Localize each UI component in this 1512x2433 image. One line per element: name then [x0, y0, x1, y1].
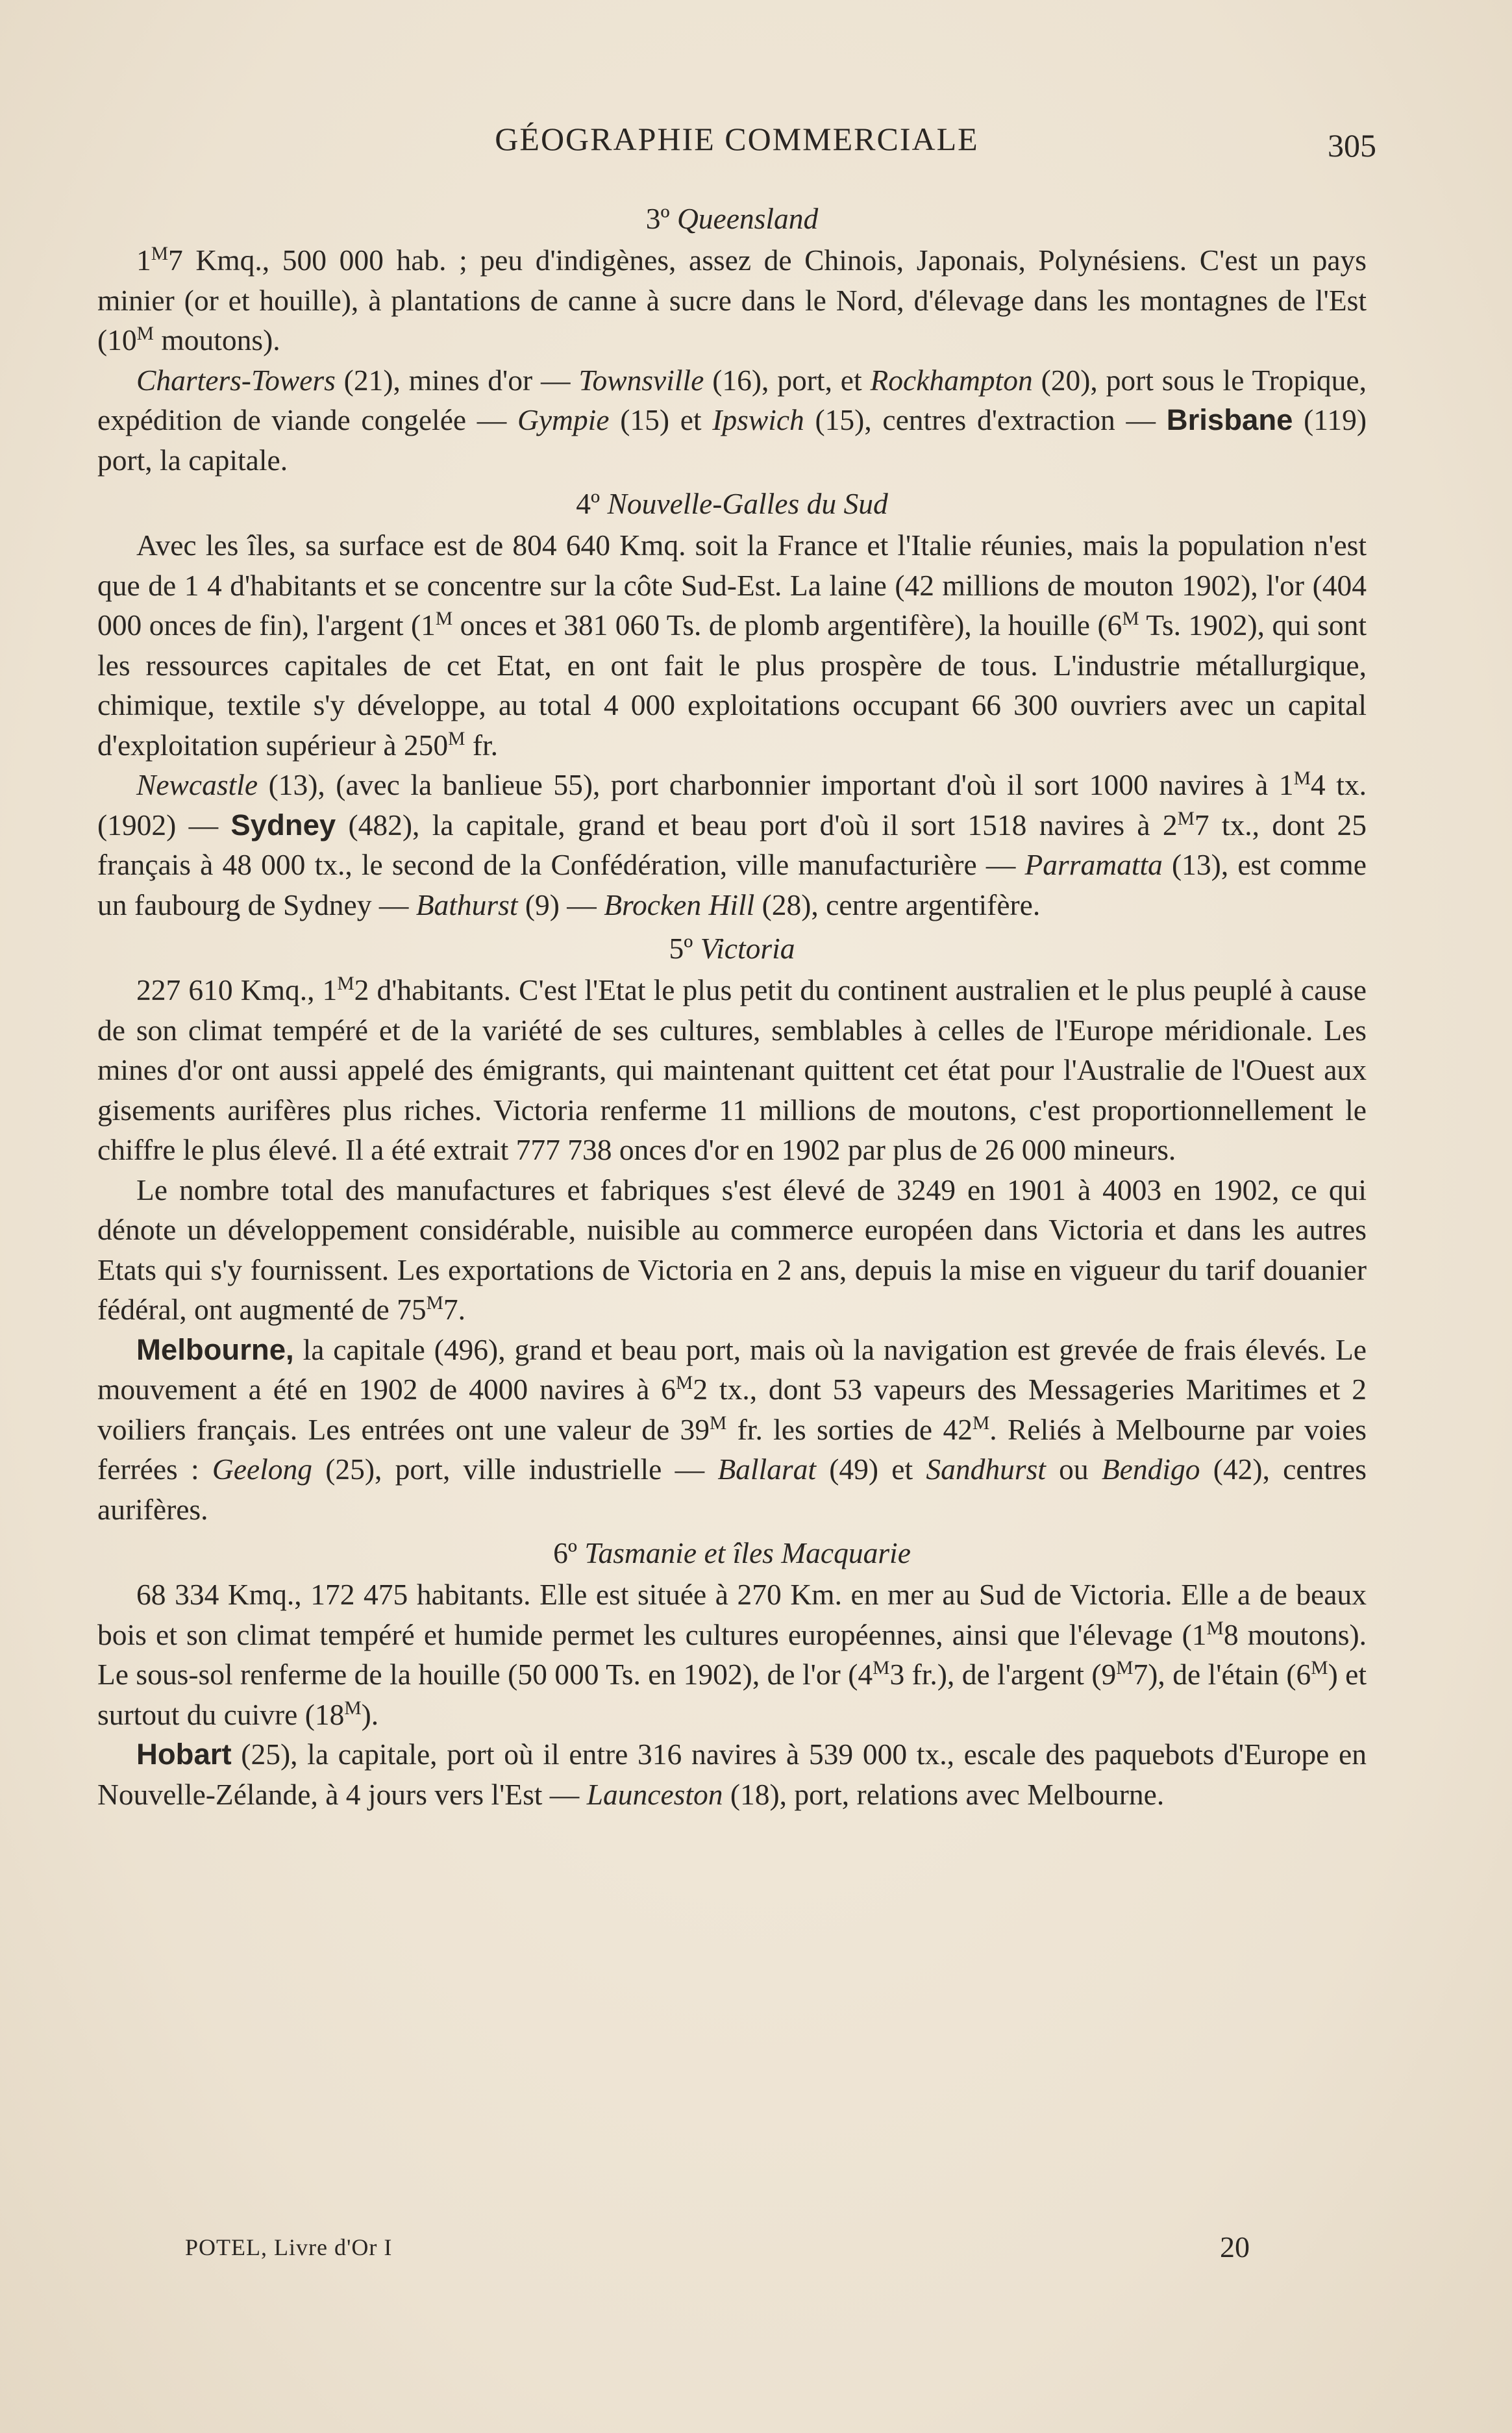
- place-name: Bendigo: [1101, 1453, 1200, 1486]
- section-name: Tasmanie et îles Macquarie: [584, 1536, 911, 1569]
- page-number: 305: [1328, 127, 1376, 164]
- body-text: [97, 195, 1367, 1814]
- place-name: Newcastle: [136, 768, 258, 801]
- place-name: Ipswich: [712, 403, 804, 436]
- section-number: 6º: [553, 1536, 577, 1569]
- paragraph: $1^M7$ Kmq., 500 000 hab. ; peu d'indigènes, assez de Chinois, Japonais, Polynésiens. C'est un pays minier (or et houille), à plantations de canne à sucre dans le Nord, d'élevage dans les montagnes de l'Est ($10^M$ moutons).: [97, 243, 1367, 356]
- section-name: Victoria: [700, 932, 795, 965]
- section-name: Nouvelle-Galles du Sud: [607, 487, 888, 520]
- place-name: Geelong: [212, 1453, 312, 1486]
- paragraph: Hobart (25), la capitale, port où il entre 316 navires à 539 000 tx., escale des paquebots d'Europe en Nouvelle-Zélande, à 4 jours vers l'Est — Launceston (18), port, relations avec Melbourne.: [97, 1738, 1367, 1811]
- paragraph: 68 334 Kmq., 172 475 habitants. Elle est située à 270 Km. en mer au Sud de Victoria. Elle a de beaux bois et son climat tempéré et humide permet les cultures européennes, ainsi que l'élevage ($1^M8$ moutons). Le sous-sol renferme de la houille (50 000 Ts. en 1902), de l'or ($4^M3$ fr.), de l'argent $(9^M7)$, de l'étain $(6^M)$ et surtout du cuivre $(18^M)$.: [97, 1578, 1367, 1731]
- footer-signature-number: 20: [1220, 2230, 1250, 2264]
- place-name: Sandhurst: [926, 1453, 1046, 1486]
- section-name: Queensland: [676, 202, 819, 235]
- section-title: [97, 927, 1367, 970]
- place-name: Ballarat: [717, 1453, 817, 1486]
- section-title: [97, 1532, 1367, 1575]
- place-name: Rockhampton: [870, 363, 1033, 397]
- capital-city: Brisbane: [1166, 403, 1293, 436]
- place-name: Parramatta: [1024, 848, 1163, 881]
- section-number: 3º: [645, 202, 670, 235]
- section-title: [97, 482, 1367, 525]
- section-number: 5º: [669, 932, 693, 965]
- paragraph: Le nombre total des manufactures et fabriques s'est élevé de 3249 en 1901 à 4003 en 1902, ce qui dénote un développement considérable, nuisible au commerce européen dans Victoria et dans les autres Etats qui s'y fournissent. Les exportations de Victoria en 2 ans, depuis la mise en vigueur du tarif douanier fédéral, ont augmenté de $75^M7$.: [97, 1173, 1367, 1326]
- section-number: 4º: [576, 487, 601, 520]
- capital-city: Hobart: [136, 1738, 232, 1771]
- page-footer: [185, 2230, 1250, 2273]
- footer-book-title: POTEL, Livre d'Or I: [185, 2234, 393, 2260]
- place-name: Brocken Hill: [604, 888, 755, 921]
- paragraph: Avec les îles, sa surface est de 804 640 Kmq. soit la France et l'Italie réunies, mais la population n'est que de 1 4 d'habitants et se concentre sur la côte Sud-Est. La laine (42 millions de mouton 1902), l'or (404 000 onces de fin), l'argent ($1^M$ onces et 381 060 Ts. de plomb argentifère), la houille ($6^M$ Ts. 1902), qui sont les ressources capitales de cet Etat, en ont fait le plus prospère de tous. L'industrie métallurgique, chimique, textile s'y développe, au total 4 000 exploitations occupant 66 300 ouvriers avec un capital d'exploitation supérieur à $250^M$ fr.: [97, 529, 1367, 762]
- place-name: Charters-Towers: [136, 363, 336, 397]
- paragraph: Melbourne, la capitale (496), grand et beau port, mais où la navigation est grevée de frais élevés. Le mouvement a été en 1902 de 4000 navires à $6^M2$ tx., dont 53 vapeurs des Messageries Maritimes et 2 voiliers français. Les entrées ont une valeur de $39^M$ fr. les sorties de $42^M$. Reliés à Melbourne par voies ferrées : Geelong (25), port, ville industrielle — Ballarat (49) et Sandhurst ou Bendigo (42), centres aurifères.: [97, 1332, 1367, 1526]
- place-name: Gympie: [517, 403, 610, 436]
- paragraph: Newcastle (13), (avec la banlieue 55), port charbonnier important d'où il sort 1000 navires à $1^M4$ tx. (1902) — Sydney (482), la capitale, grand et beau port d'où il sort 1518 navires à $2^M7$ tx., dont 25 français à 48 000 tx., le second de la Confédération, ville manufacturière — Parramatta (13), est comme un faubourg de Sydney — Bathurst (9) — Brocken Hill (28), centre argentifère.: [97, 767, 1367, 921]
- running-title: GÉOGRAPHIE COMMERCIALE: [495, 121, 979, 157]
- place-name: Townsville: [578, 363, 704, 397]
- section-title: [97, 197, 1367, 240]
- place-name: Launceston: [586, 1777, 723, 1811]
- running-head: [97, 120, 1376, 166]
- capital-city: Melbourne,: [136, 1332, 294, 1366]
- paragraph: Charters-Towers (21), mines d'or — Townsville (16), port, et Rockhampton (20), port sous le Tropique, expédition de viande congelée — Gympie (15) et Ipswich (15), centres d'extraction — Brisbane (119) port, la capitale.: [97, 363, 1367, 477]
- paragraph: 227 610 Kmq., $1^M2$ d'habitants. C'est l'Etat le plus petit du continent australien et le plus peuplé à cause de son climat tempéré et de la variété de ses cultures, semblables à celles de l'Europe méridionale. Les mines d'or ont aussi appelé des émigrants, qui maintenant quittent cet état pour l'Australie de l'Ouest aux gisements aurifères plus riches. Victoria renferme 11 millions de moutons, c'est proportionnellement le chiffre le plus élevé. Il a été extrait 777 738 onces d'or en 1902 par plus de 26 000 mineurs.: [97, 973, 1367, 1166]
- capital-city: Sydney: [230, 808, 336, 842]
- place-name: Bathurst: [415, 888, 518, 921]
